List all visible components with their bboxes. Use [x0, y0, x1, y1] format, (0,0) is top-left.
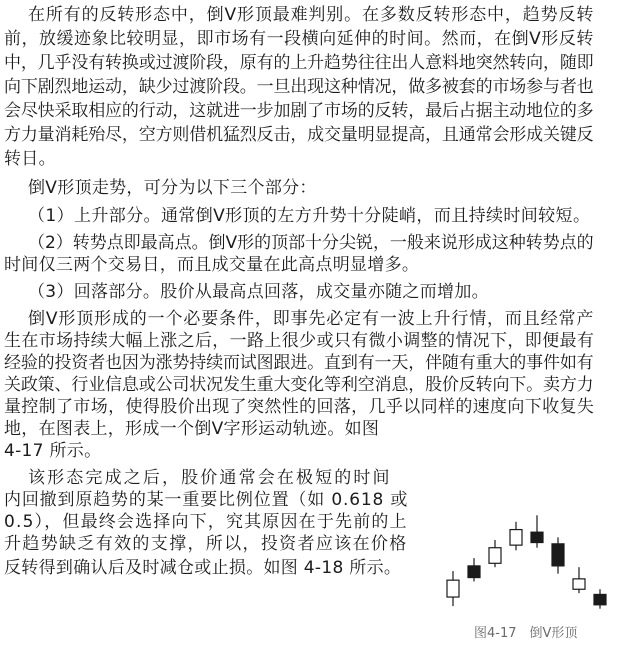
figure-caption: 图4-17 倒Ⅴ形顶 — [474, 626, 578, 641]
text-line: （2）转势点即最高点。倒Ⅴ形的顶部十分尖锐，一般来说形成这种转势点的 — [28, 233, 594, 253]
candlestick — [573, 567, 585, 593]
text-line: 转日。 — [4, 149, 56, 169]
candlestick — [447, 571, 459, 606]
bearish-candle-body — [552, 544, 564, 566]
text-line: （1）上升部分。通常倒Ⅴ形顶的左方升势十分陡峭，而且持续时间较短。 — [28, 206, 591, 226]
text-line: 经验的投资者也因为涨势持续而试图跟进。直到有一天，伴随有重大的事件如有 — [4, 353, 594, 373]
text-line: 中，几乎没有转换或过渡阶段，原有的上升趋势往往出人意料地突然转向，随即 — [4, 53, 594, 73]
candlestick — [510, 522, 522, 551]
text-line: 倒Ⅴ形顶形成的一个必要条件，即事先必定有一波上升行情，而且经常产 — [28, 309, 595, 329]
candlestick — [468, 558, 480, 581]
bearish-candle-body — [531, 532, 543, 542]
text-line: 时间仅三两个交易日，而且成交量在此高点明显增多。 — [4, 255, 420, 275]
candlestick — [552, 537, 564, 573]
text-line: （3）回落部分。股价从最高点回落，成交量亦随之而增加。 — [28, 282, 489, 302]
text-line: 反转得到确认后及时减仓或止损。如图 4-18 所示。 — [4, 558, 402, 578]
text-line: 升趋势缺乏有效的支撑，所以，投资者应该在价格 — [4, 534, 408, 554]
bullish-candle-body — [510, 530, 522, 546]
text-line: 方力量消耗殆尽，空方则借机猛烈反击，成交量明显提高，且通常会形成关键反 — [4, 125, 594, 145]
text-line: 在所有的反转形态中，倒Ⅴ形顶最难判别。在多数反转形态中，趋势反转 — [28, 5, 595, 25]
candlestick — [594, 589, 606, 608]
text-line: 生在市场持续大幅上涨之后，一路上很少或只有微小调整的情况下，即便最有 — [4, 331, 595, 351]
text-line: 地，在图表上，形成一个倒Ⅴ字形运动轨迹。如图 — [4, 419, 380, 439]
bullish-candle-body — [447, 580, 459, 597]
text-line: 倒Ⅴ形顶走势，可分为以下三个部分： — [28, 178, 317, 198]
text-line: 会尽快采取相应的行动，这就进一步加剧了市场的反转，最后占据主动地位的多 — [4, 101, 594, 121]
text-line: 向下剧烈地运动，缺少过渡阶段。一旦出现这种情况，做多被套的市场参与者也 — [4, 77, 594, 97]
text-line: 0.5），但最终会选择向下，究其原因在于先前的上 — [4, 512, 408, 532]
bullish-candle-body — [489, 548, 501, 564]
bullish-candle-body — [573, 579, 585, 589]
text-line: 关政策、行业信息或公司状况发生重大变化等利空消息，股价反转向下。卖方力 — [4, 375, 594, 395]
candlestick — [489, 540, 501, 567]
text-line: 前，放缓迹象比较明显，即市场有一段横向延伸的时间。然而，在倒Ⅴ形反转 — [4, 29, 594, 49]
candlestick — [531, 515, 543, 547]
bearish-candle-body — [594, 594, 606, 604]
text-line: 量控制了市场，使得股价出现了突然性的回落，几乎以同样的速度向下收复失 — [4, 397, 595, 417]
text-line: 4-17 所示。 — [4, 441, 102, 461]
text-line: 内回撤到原趋势的某一重要比例位置（如 0.618 或 — [4, 490, 409, 510]
bearish-candle-body — [468, 566, 480, 578]
text-line: 该形态完成之后，股价通常会在极短的时间 — [28, 468, 392, 488]
